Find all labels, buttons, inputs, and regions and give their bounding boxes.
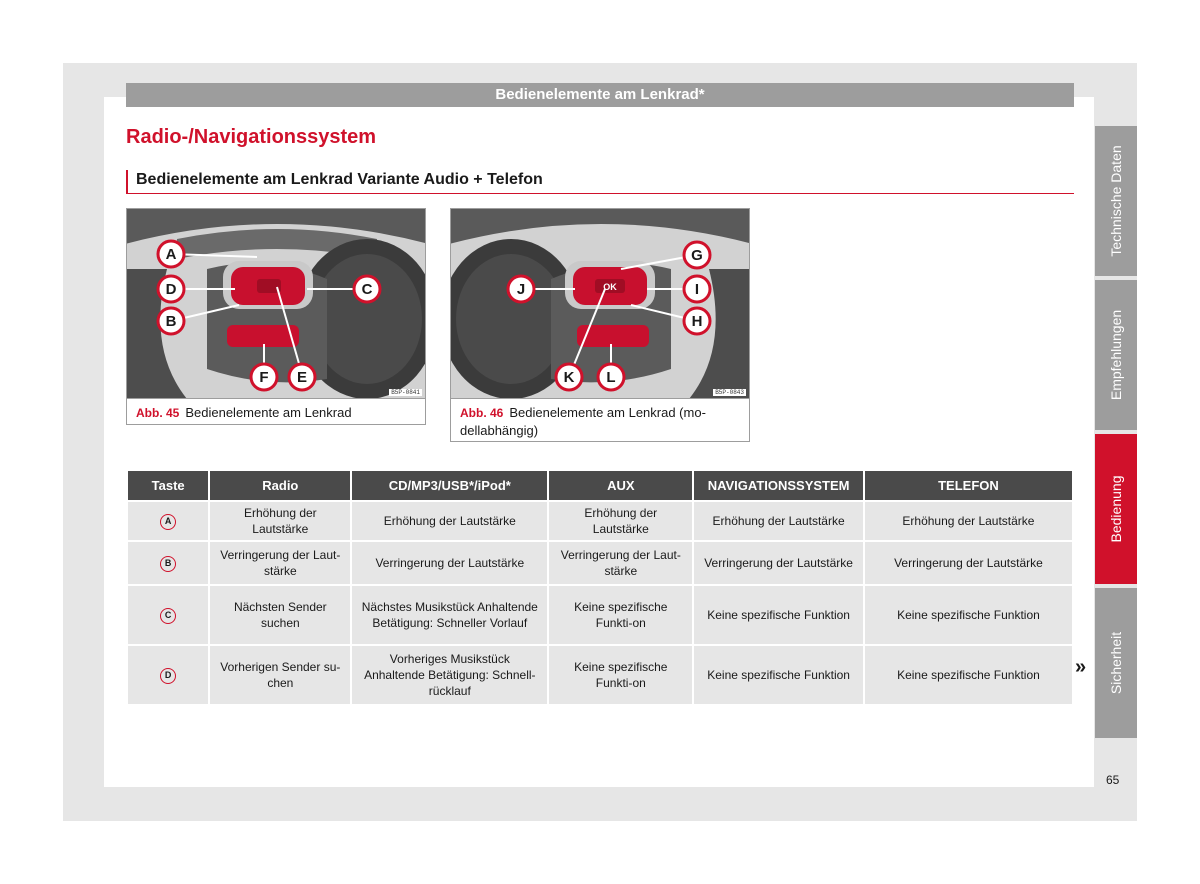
table-row [128, 586, 1072, 644]
table-cell: Nächstes Musikstück Anhaltende Betätigung: Schneller Vorlauf [352, 586, 547, 644]
table-cell: Verringerung der Laut-stärke [210, 542, 350, 584]
fig46-key-j: J [516, 281, 526, 298]
col-header-aux: AUX [549, 471, 692, 500]
table-cell: Keine spezifische Funkti-on [549, 586, 692, 644]
col-header-radio: Radio [210, 471, 350, 500]
fig45-key-e: E [296, 369, 308, 386]
section-title-bar: Bedienelemente am Lenkrad* [126, 83, 1074, 107]
figure-label: Abb. 46 [460, 406, 504, 420]
page-number: 65 [1106, 773, 1120, 787]
fig45-key-c: C [361, 281, 373, 298]
steering-wheel-right-image [451, 209, 749, 399]
table-cell: Vorheriges Musikstück Anhaltende Betätigung: Schnell-rücklauf [352, 646, 547, 704]
figure-46 [450, 208, 750, 442]
key-badge: B [160, 556, 176, 572]
table-cell: Verringerung der Lautstärke [694, 542, 863, 584]
table-cell: Erhöhung der Lautstärke [549, 502, 692, 540]
figure-code: B5P-0843 [715, 389, 744, 396]
fig45-key-d: D [165, 281, 177, 298]
figure-code: B5P-0841 [391, 389, 420, 396]
subheading: Bedienelemente am Lenkrad Variante Audio + Telefon [136, 171, 543, 188]
figure-caption [136, 404, 421, 422]
figure-45 [126, 208, 426, 425]
table-cell: Keine spezifische Funktion [865, 586, 1072, 644]
side-tab-technische-daten[interactable] [1095, 126, 1137, 276]
table-cell: Erhöhung der Lautstärke [210, 502, 350, 540]
subheading-rule [126, 170, 1074, 194]
table-cell: Keine spezifische Funkti-on [549, 646, 692, 704]
continue-marker: » [1075, 656, 1087, 678]
col-header-navigation: NAVIGATIONSSYSTEM [694, 471, 863, 500]
fig45-key-a: A [165, 246, 177, 263]
table-row [128, 542, 1072, 584]
side-tab-label: Empfehlungen [1108, 309, 1124, 401]
ok-button-label: OK [603, 282, 617, 292]
table-cell: Erhöhung der Lautstärke [352, 502, 547, 540]
side-tab-bedienung[interactable] [1095, 434, 1137, 584]
fig46-key-k: K [563, 369, 575, 386]
table-cell: Erhöhung der Lautstärke [694, 502, 863, 540]
table-cell: Keine spezifische Funktion [865, 646, 1072, 704]
key-badge: D [160, 668, 176, 684]
fig46-key-g: G [691, 247, 703, 264]
fig46-key-h: H [691, 313, 703, 330]
table-cell: Erhöhung der Lautstärke [865, 502, 1072, 540]
table-cell: Keine spezifische Funktion [694, 586, 863, 644]
side-tab-sicherheit[interactable] [1095, 588, 1137, 738]
table-cell: Vorherigen Sender su-chen [210, 646, 350, 704]
table-cell: Verringerung der Laut-stärke [549, 542, 692, 584]
function-table [126, 469, 1074, 706]
col-header-cd: CD/MP3/USB*/iPod* [352, 471, 547, 500]
side-tab-label: Bedienung [1108, 475, 1124, 543]
table-row [128, 502, 1072, 540]
table-cell: Keine spezifische Funktion [694, 646, 863, 704]
col-header-taste: Taste [128, 471, 208, 500]
page-heading: Radio-/Navigationssystem [126, 126, 377, 148]
figure-caption-text: Bedienelemente am Lenkrad (mo-dellabhängig) [460, 405, 706, 438]
side-tab-label: Sicherheit [1108, 631, 1124, 695]
col-header-telefon: TELEFON [865, 471, 1072, 500]
fig46-key-i: I [694, 281, 700, 298]
key-badge: A [160, 514, 176, 530]
table-cell: Verringerung der Lautstärke [865, 542, 1072, 584]
fig45-key-f: F [259, 369, 269, 386]
table-cell: Verringerung der Lautstärke [352, 542, 547, 584]
figure-caption-text: Bedienelemente am Lenkrad [185, 405, 352, 420]
key-badge: C [160, 608, 176, 624]
steering-wheel-left-image [127, 209, 425, 399]
fig45-key-b: B [165, 313, 177, 330]
table-cell: Nächsten Sender suchen [210, 586, 350, 644]
table-header-row [128, 471, 1072, 500]
side-tab-empfehlungen[interactable] [1095, 280, 1137, 430]
figure-caption [460, 404, 745, 439]
figure-label: Abb. 45 [136, 406, 180, 420]
table-row [128, 646, 1072, 704]
fig46-key-l: L [606, 369, 616, 386]
side-tab-label: Technische Daten [1108, 145, 1124, 257]
